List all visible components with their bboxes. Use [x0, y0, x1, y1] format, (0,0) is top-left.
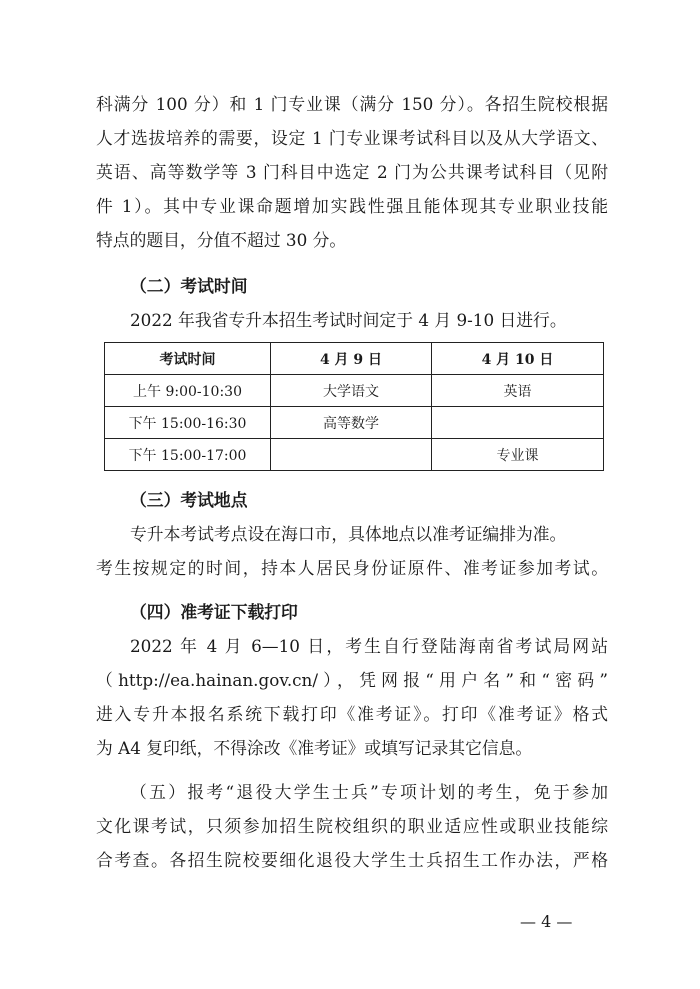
- table-header-row: [105, 343, 604, 375]
- paragraph-line: 2022 年 4 月 6—10 日，考生自行登陆海南省考试局网站: [130, 636, 608, 656]
- paragraph-line: 件 1）。其中专业课命题增加实践性强且能体现其专业职业技能: [96, 196, 608, 216]
- table-cell: 英语: [432, 375, 604, 407]
- table-row: [105, 439, 604, 471]
- paragraph-line: 为 A4 复印纸，不得涂改《准考证》或填写记录其它信息。: [96, 738, 533, 758]
- table-cell: 专业课: [432, 439, 604, 471]
- paragraph-line: 特点的题目，分值不超过 30 分。: [96, 230, 347, 250]
- table-header-cell: 考试时间: [105, 343, 271, 375]
- page-number: — 4 —: [520, 912, 573, 931]
- paragraph-line: 文化课考试，只须参加招生院校组织的职业适应性或职业技能综: [96, 816, 608, 836]
- paragraph-line: （http://ea.hainan.gov.cn/），凭网报“用户名”和“密码”: [96, 670, 608, 690]
- table-header-cell: 4 月 9 日: [271, 343, 432, 375]
- table-cell: [271, 439, 432, 471]
- section-heading-exam-time: （二）考试时间: [130, 276, 248, 296]
- paragraph-line: （五）报考“退役大学生士兵”专项计划的考生，免于参加: [130, 782, 608, 802]
- paragraph-line: 科满分 100 分）和 1 门专业课（满分 150 分）。各招生院校根据: [96, 94, 608, 114]
- table-cell: 下午 15:00-17:00: [105, 439, 271, 471]
- paragraph-line: 英语、高等数学等 3 门科目中选定 2 门为公共课考试科目（见附: [96, 162, 608, 182]
- table-cell: 上午 9:00-10:30: [105, 375, 271, 407]
- table-row: [105, 407, 604, 439]
- exam-time-text: 2022 年我省专升本招生考试时间定于 4 月 9-10 日进行。: [130, 310, 567, 330]
- table-header-cell: 4 月 10 日: [432, 343, 604, 375]
- paragraph-line: 专升本考试考点设在海口市，具体地点以准考证编排为准。: [130, 524, 567, 544]
- exam-schedule-table: [104, 342, 604, 471]
- table-row: [105, 375, 604, 407]
- section-heading-admission-ticket: （四）准考证下载打印: [130, 602, 298, 622]
- paragraph-line: 进入专升本报名系统下载打印《准考证》。打印《准考证》格式: [96, 704, 608, 724]
- paragraph-line: 合考查。各招生院校要细化退役大学生士兵招生工作办法，严格: [96, 850, 608, 870]
- table-cell: 大学语文: [271, 375, 432, 407]
- table-cell: 下午 15:00-16:30: [105, 407, 271, 439]
- paragraph-line: 考生按规定的时间，持本人居民身份证原件、准考证参加考试。: [96, 558, 608, 578]
- table-cell: 高等数学: [271, 407, 432, 439]
- section-heading-exam-location: （三）考试地点: [130, 490, 248, 510]
- table-cell: [432, 407, 604, 439]
- paragraph-line: 人才选拔培养的需要，设定 1 门专业课考试科目以及从大学语文、: [96, 128, 608, 148]
